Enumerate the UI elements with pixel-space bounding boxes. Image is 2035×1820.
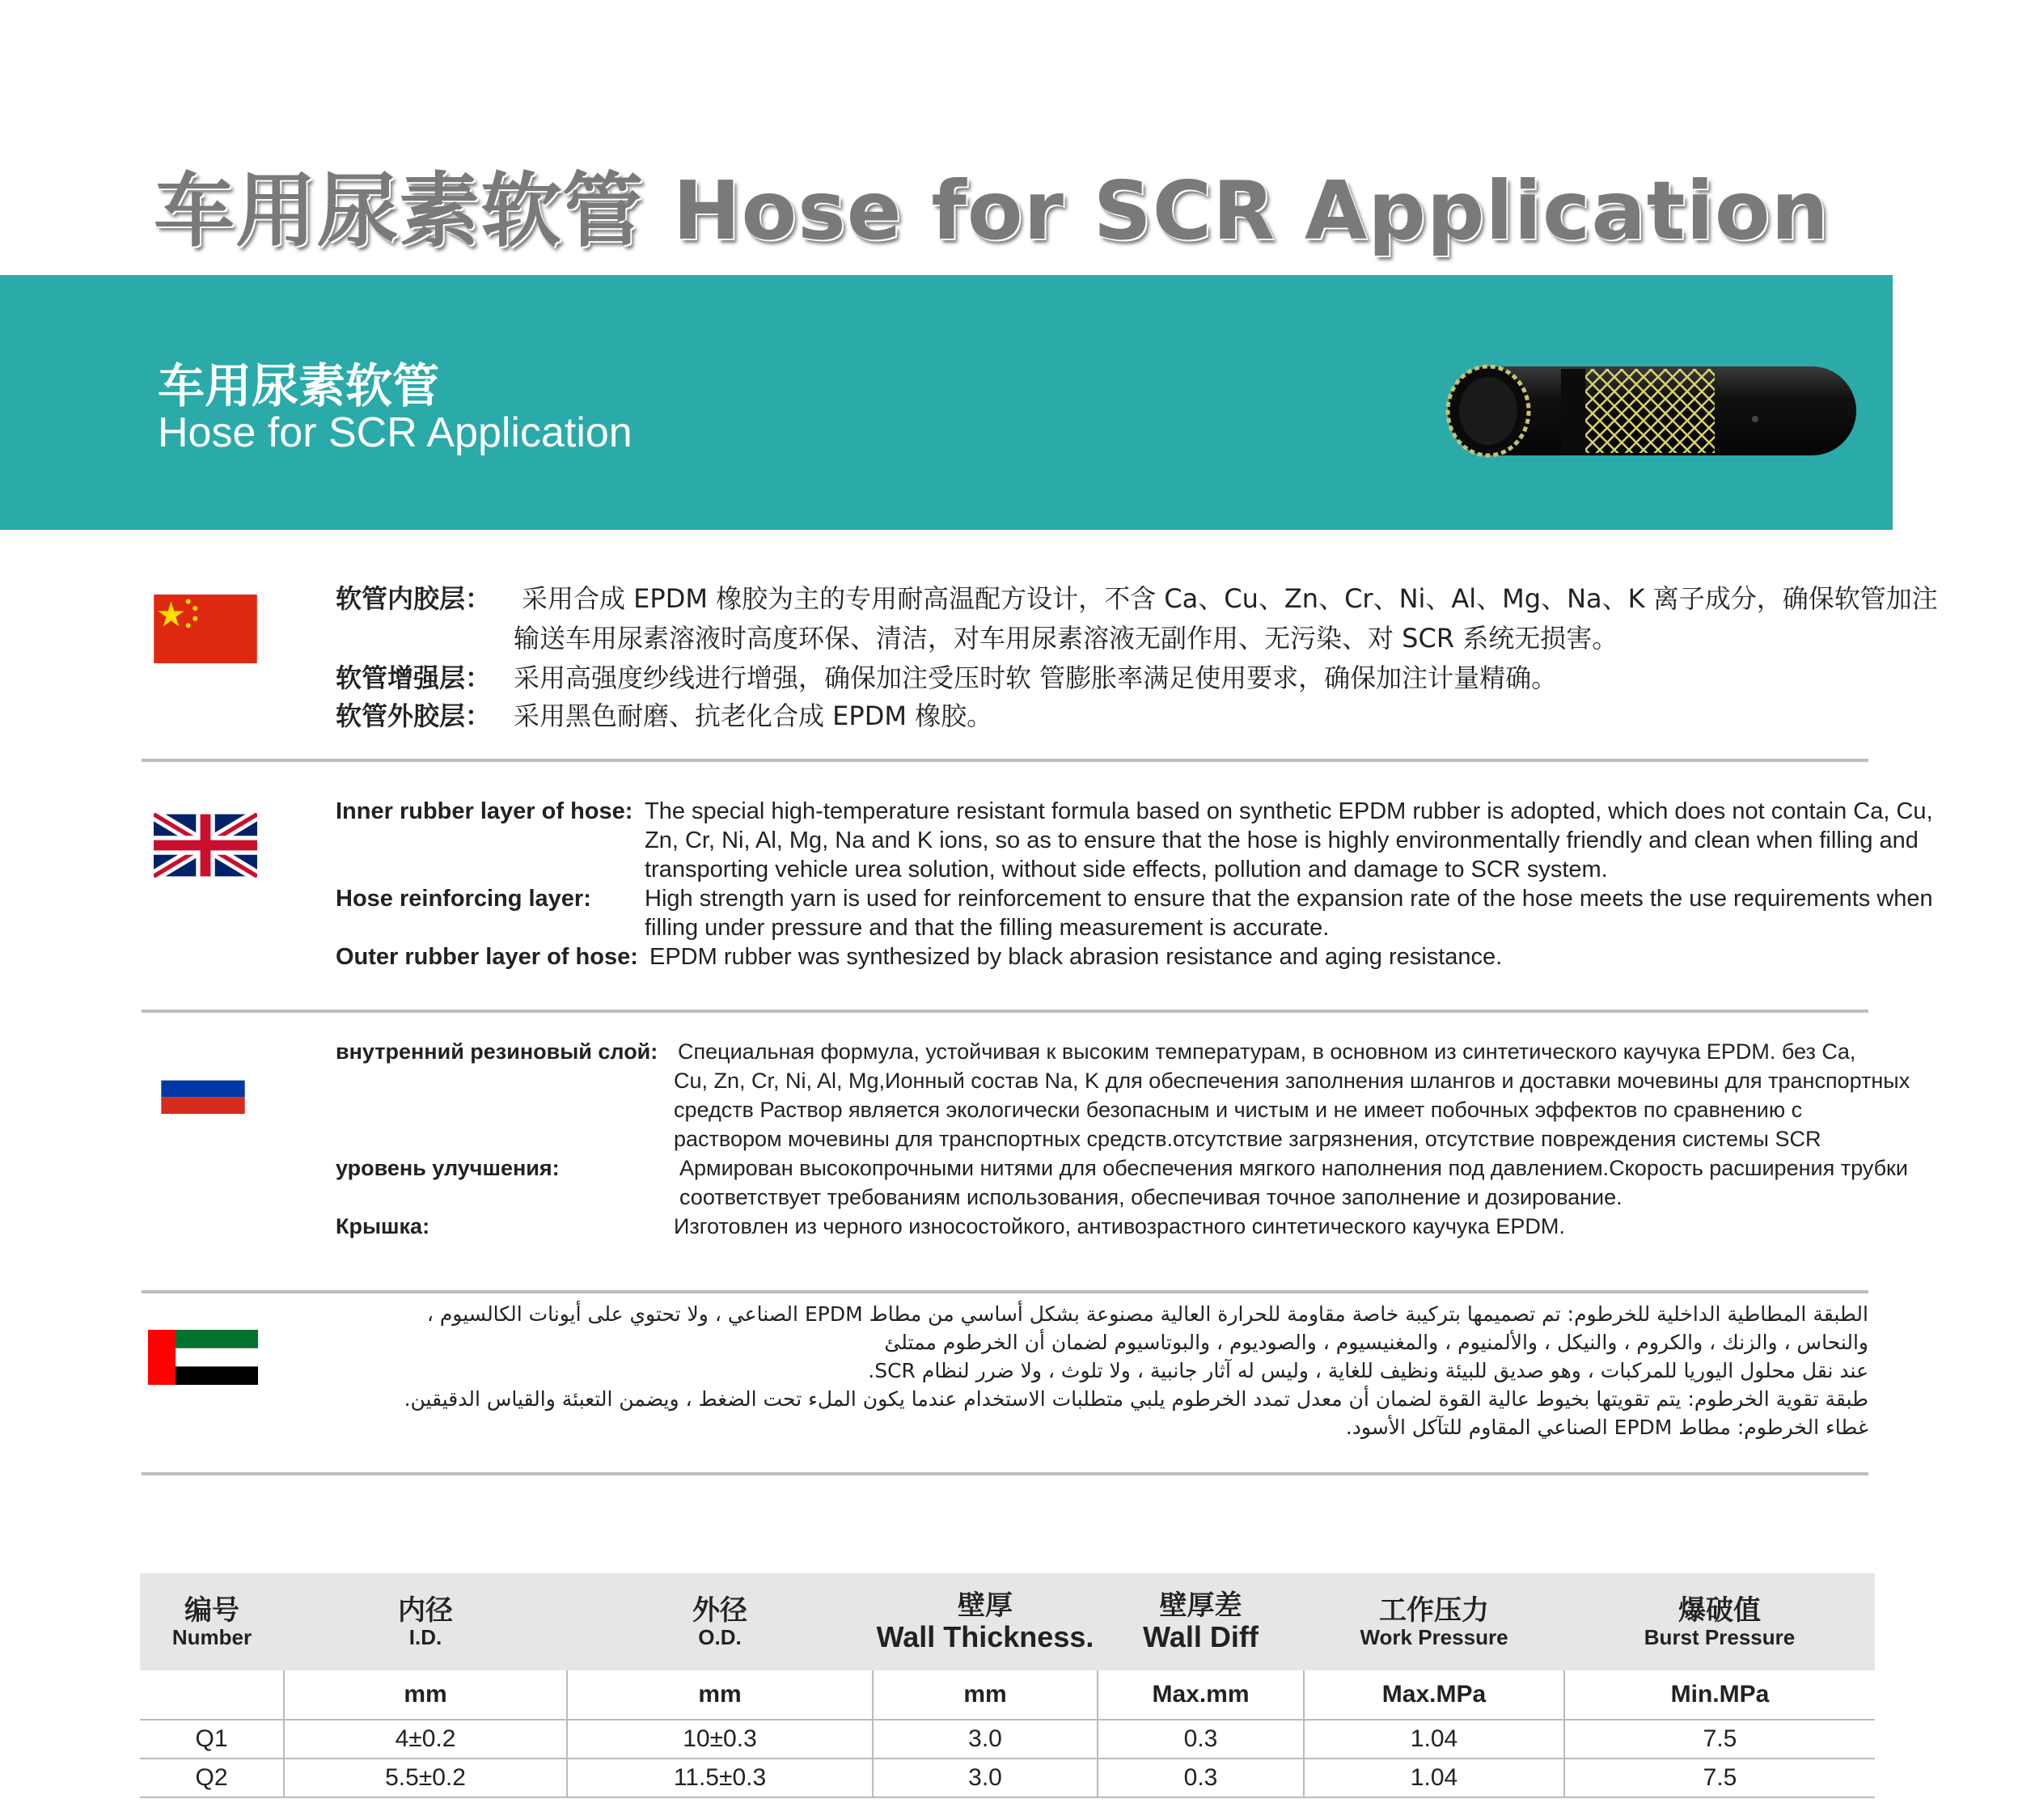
ru-inner-text-2: Cu, Zn, Cr, Ni, Al, Mg,Ионный состав Na, K для обеспечения заполнения шлангов и доставки мочевины для транспортных	[674, 1069, 1910, 1093]
header-number: 编号 Number	[140, 1573, 284, 1670]
ru-inner-text-3: средств Раствор является экологически безопасным и чистым и не имеет побочных эффектов по сравнению с	[674, 1098, 1803, 1122]
ru-reinforce-label: уровень улучшения:	[336, 1156, 560, 1180]
unit-cell: Max.MPa	[1304, 1670, 1564, 1720]
unit-cell: mm	[284, 1670, 567, 1720]
table-cell: 3.0	[873, 1720, 1098, 1759]
table-cell: 4±0.2	[284, 1720, 567, 1759]
en-inner-text-3: transporting vehicle urea solution, without side effects, pollution and damage to SCR system.	[645, 857, 1608, 882]
en-reinforce-text-1: High strength yarn is used for reinforcement to ensure that the expansion rate of the hose meets the use requirements when	[645, 886, 1933, 912]
ru-outer-text: Изготовлен из черного износостойкого, антивозрастного синтетического каучука EPDM.	[674, 1214, 1565, 1238]
table-cell: Q2	[140, 1759, 284, 1797]
russia-flag-icon	[148, 1064, 258, 1114]
banner-cn-title: 车用尿素软管	[158, 358, 440, 413]
en-reinforce-label: Hose reinforcing layer:	[336, 886, 591, 912]
cn-inner-text-2: 输送车用尿素溶液时高度环保、清洁，对车用尿素溶液无副作用、无污染、对 SCR 系统无损害。	[514, 623, 1618, 654]
cn-inner-label: 软管内胶层：	[336, 583, 492, 614]
header-wall-diff: 壁厚差 Wall Diff	[1098, 1573, 1304, 1670]
cn-outer-text: 采用黑色耐磨、抗老化合成 EPDM 橡胶。	[514, 700, 993, 731]
header-burst-pressure: 爆破值 Burst Pressure	[1564, 1573, 1875, 1670]
table-cell: Q1	[140, 1720, 284, 1759]
ru-reinforce-text-1: Армирован высокопрочными нитями для обеспечения мягкого наполнения под давлением.Скорость расширения трубки	[679, 1156, 1908, 1180]
table-cell: 0.3	[1098, 1759, 1304, 1797]
ru-inner-text-1: Специальная формула, устойчивая к высоким температурам, в основном из синтетического каучука EPDM. без Ca,	[678, 1039, 1856, 1064]
ar-line-4: طبقة تقوية الخرطوم: يتم تقويتها بخيوط عالية القوة لضمان أن معدل تمدد الخرطوم يلبي متطلبات الاستخدام عندما يكون الملء تحت الضغط ، ويضمن التعبئة والقياس الدقيقين.	[404, 1387, 1868, 1411]
table-cell: 11.5±0.3	[567, 1759, 873, 1797]
ar-line-3: عند نقل محلول اليوريا للمركبات ، وهو صديق للبيئة ونظيف للغاية ، وليس له آثار جانبية ، ولا تلوث ، ولا ضرر لنظام SCR.	[868, 1359, 1868, 1382]
unit-cell: mm	[873, 1670, 1098, 1720]
unit-cell: Min.MPa	[1564, 1670, 1875, 1720]
cn-reinforce-label: 软管增强层：	[336, 662, 492, 693]
en-inner-label: Inner rubber layer of hose:	[336, 798, 633, 824]
ru-reinforce-text-2: соответствует требованиям использования, обеспечивая точное заполнение и дозирование.	[679, 1185, 1622, 1209]
table-cell: 1.04	[1304, 1759, 1564, 1797]
banner-en-title: Hose for SCR Application	[158, 409, 632, 456]
unit-cell	[140, 1670, 284, 1720]
product-banner	[0, 275, 1893, 530]
cn-inner-text-1: 采用合成 EPDM 橡胶为主的专用耐高温配方设计，不含 Ca、Cu、Zn、Cr、Ni、Al、Mg、Na、K 离子成分，确保软管加注	[522, 583, 1938, 614]
table-cell: 7.5	[1564, 1720, 1875, 1759]
table-row	[140, 1720, 1875, 1759]
table-cell: 1.04	[1304, 1720, 1564, 1759]
page-title: 车用尿素软管 Hose for SCR Application	[154, 163, 1830, 258]
table-cell: 3.0	[873, 1759, 1098, 1797]
en-reinforce-text-2: filling under pressure and that the filling measurement is accurate.	[645, 915, 1330, 941]
hose-image	[1440, 362, 1860, 459]
unit-cell: mm	[567, 1670, 873, 1720]
en-outer-label: Outer rubber layer of hose:	[336, 944, 638, 970]
ru-inner-text-4: раствором мочевины для транспортных средств.отсутствие загрязнения, отсутствие повреждения системы SCR	[674, 1127, 1821, 1151]
header-wall-thickness: 壁厚 Wall Thickness.	[873, 1573, 1098, 1670]
section-russian	[142, 1015, 1910, 1293]
table-cell: 0.3	[1098, 1720, 1304, 1759]
section-arabic	[142, 1296, 1868, 1475]
en-inner-text-1: The special high-temperature resistant formula based on synthetic EPDM rubber is adopted, which does not contain Ca, Cu,	[645, 798, 1933, 824]
china-flag-icon	[154, 595, 257, 663]
ar-line-5: غطاء الخرطوم: مطاط EPDM الصناعي المقاوم للتآكل الأسود.	[1345, 1416, 1868, 1439]
en-inner-text-2: Zn, Cr, Ni, Al, Mg, Na and K ions, so as to ensure that the hose is highly environmentally friendly and clean when filling and	[645, 827, 1919, 853]
en-outer-text: EPDM rubber was synthesized by black abrasion resistance and aging resistance.	[649, 944, 1503, 970]
ar-line-2: والنحاس ، والزنك ، والكروم ، والنيكل ، والألمنيوم ، والمغنيسيوم ، والصوديوم ، والبوتاسيوم لضمان أن الخرطوم ممتلئ	[884, 1331, 1868, 1354]
ru-outer-label: Крышка:	[336, 1214, 430, 1238]
ru-inner-label: внутренний резиновый слой:	[336, 1039, 658, 1064]
spec-table	[140, 1573, 1875, 1798]
table-row	[140, 1759, 1875, 1797]
table-header-row	[140, 1573, 1875, 1670]
table-cell: 7.5	[1564, 1759, 1875, 1797]
unit-cell: Max.mm	[1098, 1670, 1304, 1720]
table-cell: 5.5±0.2	[284, 1759, 567, 1797]
header-od: 外径 O.D.	[567, 1573, 873, 1670]
uk-flag-icon	[154, 813, 257, 878]
header-work-pressure: 工作压力 Work Pressure	[1304, 1573, 1564, 1670]
header-id: 内径 I.D.	[284, 1573, 567, 1670]
table-cell: 10±0.3	[567, 1720, 873, 1759]
section-english	[142, 764, 1933, 1013]
cn-outer-label: 软管外胶层：	[336, 700, 492, 731]
uae-flag-icon	[148, 1330, 258, 1385]
ar-line-1: الطبقة المطاطية الداخلية للخرطوم: تم تصميمها بتركيبة خاصة مقاومة للحرارة العالية مصنوعة بشكل أساسي من مطاط EPDM الصناعي ، ولا تحتوي على أيونات الكالسيوم ،	[426, 1302, 1868, 1326]
table-units-row	[140, 1670, 1875, 1720]
cn-reinforce-text: 采用高强度纱线进行增强，确保加注受压时软 管膨胀率满足使用要求，确保加注计量精确。	[514, 662, 1558, 693]
section-chinese	[142, 566, 1938, 762]
